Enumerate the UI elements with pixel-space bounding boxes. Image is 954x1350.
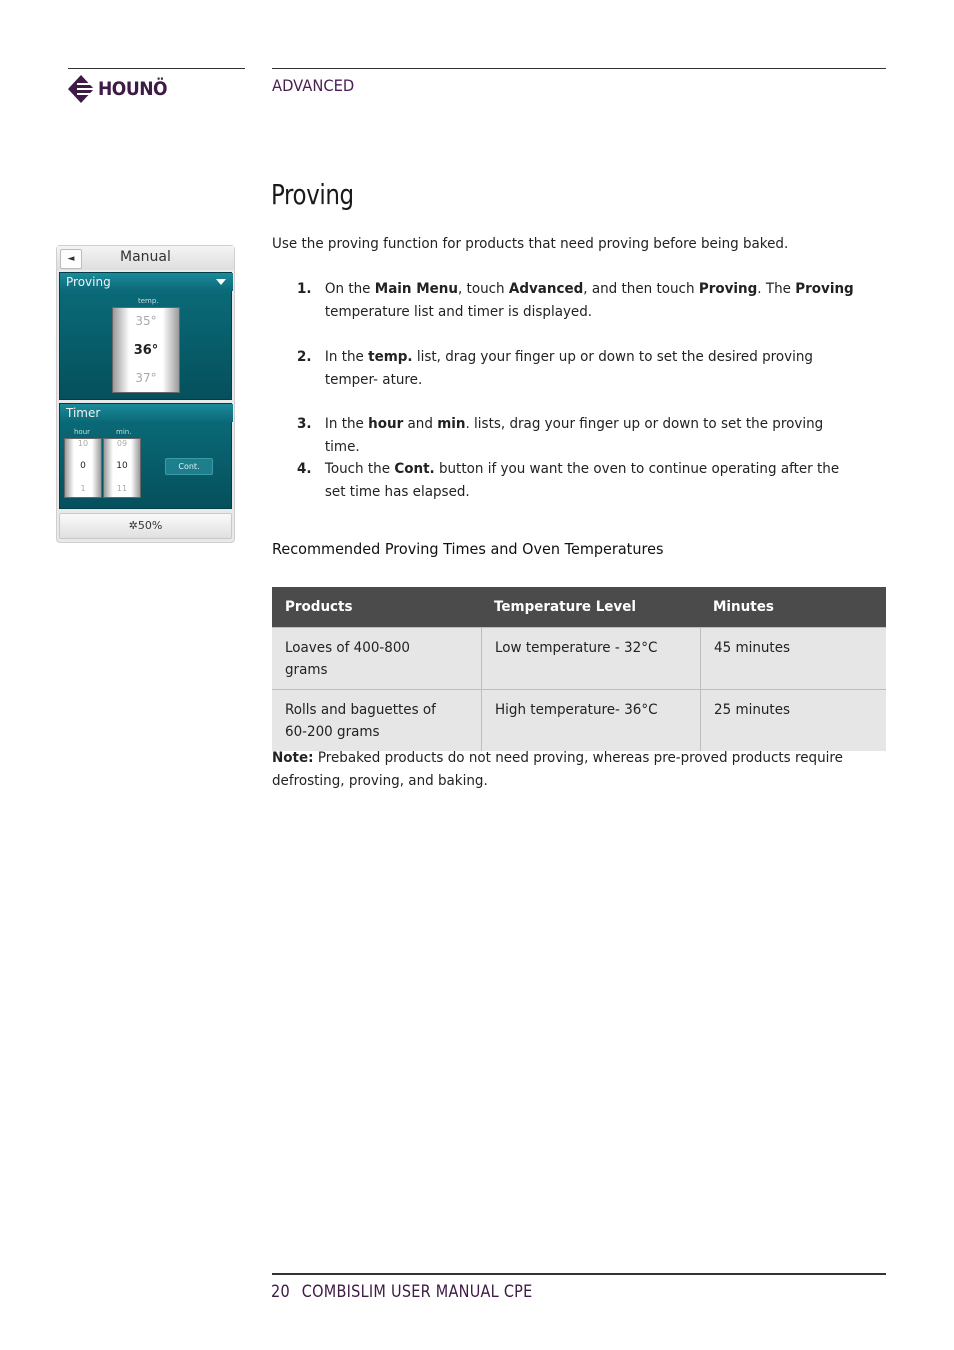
timer-header [60, 404, 233, 422]
bold-term: Cont. [394, 461, 435, 477]
page-number: 20 [271, 1282, 290, 1302]
text-run: . The [757, 281, 796, 297]
fan-icon: ✲ [128, 519, 138, 532]
text-run: button if you want the oven to continue operating after the set time has elapsed. [324, 461, 840, 500]
temp-value-above: 35° [135, 314, 157, 328]
text-run: In the [324, 416, 369, 432]
step-number: 1. [297, 281, 312, 297]
bold-term: hour [368, 416, 404, 432]
hour-value-below: 1 [80, 484, 86, 493]
min-value-selected: 10 [116, 461, 128, 471]
hour-value-above: 10 [77, 439, 89, 448]
table-cell: 45 minutes [700, 628, 886, 690]
brand-logo [68, 74, 178, 104]
text-run: In the [324, 349, 369, 365]
chevron-down-icon [216, 279, 226, 285]
note-text: Prebaked products do not need proving, whereas pre-proved products require defrosting, proving, and baking. [272, 750, 843, 789]
table-header-row [272, 587, 886, 628]
bold-term: temp. [368, 349, 413, 365]
text-run: Touch the [324, 461, 395, 477]
column-header: Temperature Level [481, 587, 700, 628]
text-run: and [403, 416, 438, 432]
proving-times-table [272, 587, 886, 751]
min-value-below: 11 [116, 484, 128, 493]
temp-label: temp. [138, 297, 159, 305]
proving-label: Proving [66, 275, 111, 289]
fan-speed-value: 50% [137, 519, 163, 532]
text-run: list, drag your finger up or down to set the desired proving temper- ature. [324, 349, 813, 388]
text-run: On the [324, 281, 375, 297]
bold-term: Proving [698, 281, 758, 297]
footer-rule [272, 1273, 886, 1275]
hour-value-selected: 0 [80, 461, 86, 471]
text-run: temperature list and timer is displayed. [324, 303, 593, 320]
step-number: 4. [297, 461, 312, 477]
table-cell: Loaves of 400-800 grams [272, 628, 481, 690]
panel-top-bar [57, 246, 234, 270]
temp-value-below: 37° [135, 371, 157, 385]
bold-term: min [437, 416, 466, 432]
bold-term: Advanced [508, 281, 584, 297]
note-label: Note: [272, 750, 314, 766]
step-number: 3. [297, 416, 312, 432]
text-run: , and then touch [583, 281, 699, 297]
cont-button[interactable]: Cont. [165, 458, 213, 475]
table-cell: Low temperature - 32°C [481, 628, 700, 690]
temp-list[interactable] [112, 307, 180, 393]
logo-text: HOUNÖ [98, 78, 168, 100]
fan-speed-button[interactable] [59, 513, 232, 539]
timer-block [59, 403, 232, 509]
diamond-logo-icon [68, 75, 94, 103]
min-value-above: 09 [116, 439, 128, 448]
table-heading: Recommended Proving Times and Oven Temperatures [272, 540, 664, 558]
intro-paragraph: Use the proving function for products that need proving before being baked. [272, 236, 789, 252]
proving-dropdown[interactable] [60, 273, 233, 291]
step-text [325, 346, 860, 391]
bold-term: Proving [795, 281, 854, 297]
text-run: . lists, drag your finger up or down to set the proving time. [324, 416, 824, 455]
step-text [325, 278, 860, 323]
step-text [325, 458, 860, 503]
step-text [325, 413, 860, 458]
mode-label: Manual [120, 249, 171, 265]
note-paragraph [272, 747, 867, 792]
min-label: min. [116, 428, 132, 436]
hour-label: hour [74, 428, 91, 436]
timer-label: Timer [66, 406, 101, 420]
hour-list[interactable] [64, 438, 102, 498]
doc-title: COMBISLIM USER MANUAL CPE [301, 1282, 533, 1302]
proving-block [59, 272, 232, 400]
step-number: 2. [297, 349, 312, 365]
section-heading: ADVANCED [272, 76, 355, 95]
table-cell: High temperature- 36°C [481, 690, 700, 752]
table-cell: Rolls and baguettes of 60-200 grams [272, 690, 481, 752]
bold-term: Main Menu [374, 281, 458, 297]
back-arrow-icon[interactable]: ◄ [60, 249, 82, 269]
page-title: Proving [271, 178, 354, 211]
min-list[interactable] [103, 438, 141, 498]
header-rule-left [68, 68, 245, 69]
column-header: Minutes [700, 587, 886, 628]
footer [271, 1282, 533, 1302]
header-rule-right [272, 68, 886, 69]
table-row [272, 628, 886, 690]
column-header: Products [272, 587, 481, 628]
text-run: , touch [457, 281, 509, 297]
temp-value-selected: 36° [133, 343, 159, 358]
table-row [272, 690, 886, 752]
table-cell: 25 minutes [700, 690, 886, 752]
oven-control-panel [56, 245, 235, 543]
